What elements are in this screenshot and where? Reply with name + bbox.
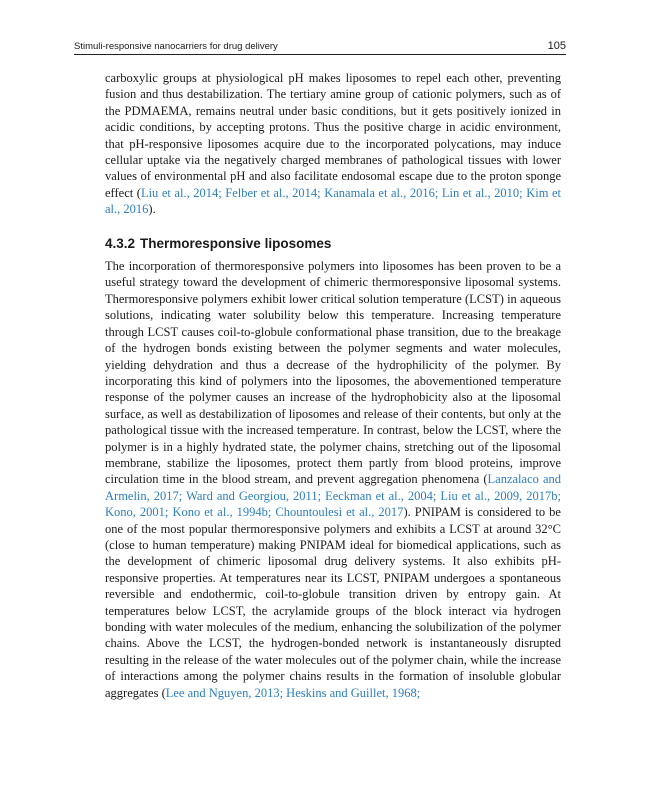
paragraph-2-text-2: ). PNIPAM is considered to be one of the most popular thermoresponsive polymers and exhibits a LCST at around 32°C (close to human temperature) making PNIPAM ideal for biomedical applications, such as the development of chimeric liposomal drug delivery systems. It also exhibits pH-responsive properties. At temperatures near its LCST, PNIPAM undergoes a spontaneous reversible and endothermic, coil-to-globule transition driven by entropy gain. At temperatures below LCST, the acrylamide groups of the block interact via hydrogen bonding with water molecules of the medium, enhancing the solubilization of the polymer chains. Above the LCST, the hydrogen-bonded network is instantaneously disrupted resulting in the release of the water molecules out of the polymer chain, while the increase of interactions among the polymer chains results in the formation of insoluble globular aggregates ( bbox=[105, 505, 561, 700]
paragraph-2 bbox=[105, 258, 561, 701]
running-title: Stimuli-responsive nanocarriers for drug delivery bbox=[74, 41, 278, 52]
citation-link[interactable]: Lanzalaco and Armelin, 2017; Ward and Georgiou, 2011; Eeckman et al., 2004; Liu et al., 2009, 2017b; Kono, 2001; Kono et al., 1994b; Chountoulesi et al., 2017 bbox=[105, 472, 561, 520]
paragraph-1-text: carboxylic groups at physiological pH makes liposomes to repel each other, preventing fusion and thus destabilization. The tertiary amine group of cationic polymers, such as of the PDMAEMA, remains neutral under basic conditions, but it gets positively ionized in acidic conditions, by accepting protons. Thus the positive charge in acidic environment, that pH-responsive liposomes acquire due to the incorporated polycations, may induce cellular uptake via the negatively charged membranes of pathological tissues with lower values of environmental pH and also facilitate endosomal escape due to the proton sponge effect ( bbox=[105, 71, 561, 200]
section-heading bbox=[105, 236, 561, 252]
section-number: 4.3.2 bbox=[105, 235, 136, 251]
paragraph-1 bbox=[105, 70, 561, 218]
paragraph-1-end: ). bbox=[148, 202, 156, 217]
page-number: 105 bbox=[547, 40, 566, 52]
citation-link[interactable]: Lee and Nguyen, 2013; Heskins and Guillet, 1968; bbox=[165, 685, 421, 700]
body-text bbox=[105, 70, 561, 701]
citation-link[interactable]: Liu et al., 2014; Felber et al., 2014; Kanamala et al., 2016; Lin et al., 2010; Kim et al., 2016 bbox=[105, 185, 561, 217]
section-title: Thermoresponsive liposomes bbox=[140, 235, 332, 251]
running-header bbox=[74, 40, 566, 55]
paragraph-2-text-1: The incorporation of thermoresponsive polymers into liposomes has been proven to be a useful strategy toward the development of chimeric thermoresponsive liposomal systems. Thermoresponsive polymers exhibit lower critical solution temperature (LCST) in aqueous solutions, indicating water solubility below this temperature. Increasing temperature through LCST causes coil-to-globule conformational phase transition, due to the breakage of the hydrogen bonds existing between the polymer segments and water molecules, yielding dehydration and thus a decrease of the hydrophilicity of the polymer. By incorporating this kind of polymers into the liposomes, the abovementioned temperature response of the polymer causes an increase of the hydrophobicity also at the liposomal surface, as well as destabilization of liposomes and release of their contents, but only at the pathological tissue with the increased temperature. In contrast, below the LCST, where the polymer is in a highly hydrated state, the polymer chains, stretching out of the liposomal membrane, stabilize the liposomes, protect them partly from blood proteins, improve circulation time in the blood stream, and prevent aggregation phenomena ( bbox=[105, 259, 561, 487]
